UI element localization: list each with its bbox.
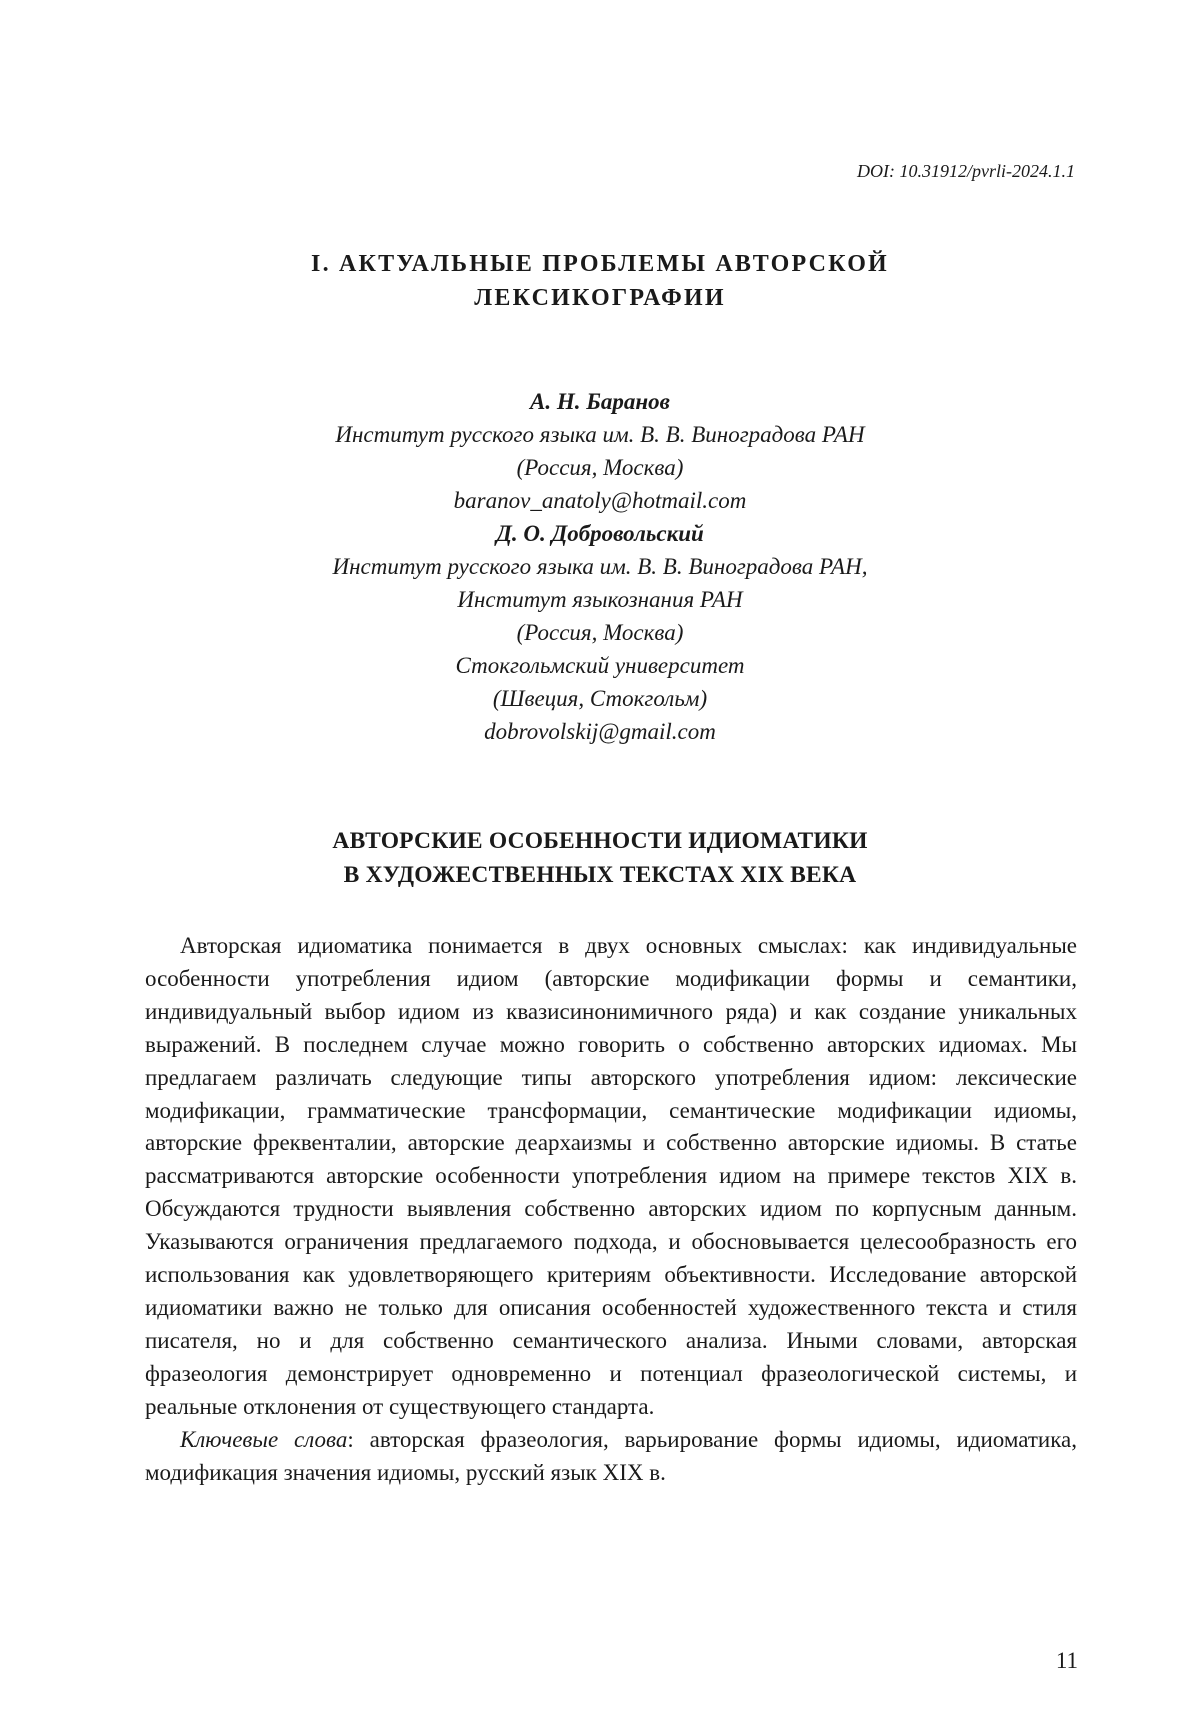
- abstract-section: [145, 930, 1077, 1489]
- author-affiliation: Институт русского языка им. В. В. Виноградова РАН: [335, 422, 865, 447]
- page-number: 11: [1055, 1648, 1078, 1673]
- author-email: baranov_anatoly@hotmail.com: [453, 488, 747, 513]
- keywords-paragraph: [145, 1424, 1077, 1490]
- author-name: Д. О. Добровольский: [496, 521, 704, 546]
- section-title-line-2: ЛЕКСИКОГРАФИИ: [474, 285, 726, 311]
- author-name: А. Н. Баранов: [530, 389, 670, 414]
- author-affiliation: Институт языкознания РАН: [457, 587, 743, 612]
- section-title: [0, 247, 1200, 315]
- author-affiliation: Стокгольмский университет: [455, 653, 745, 678]
- author-location: (Россия, Москва): [516, 620, 684, 645]
- section-title-line-1: I. АКТУАЛЬНЫЕ ПРОБЛЕМЫ АВТОРСКОЙ: [311, 251, 889, 277]
- author-dobrovolskij: [0, 517, 1200, 748]
- article-title-line-1: АВТОРСКИЕ ОСОБЕННОСТИ ИДИОМАТИКИ: [332, 828, 868, 854]
- author-location: (Швеция, Стокгольм): [492, 686, 708, 711]
- article-title: [0, 824, 1200, 892]
- author-email: dobrovolskij@gmail.com: [484, 719, 716, 744]
- keywords-label: Ключевые слова: [180, 1426, 348, 1452]
- abstract-paragraph: Авторская идиоматика понимается в двух основных смыслах: как индивидуальные особенности употребления идиом (авторские модификации формы и семантики, индивидуальный выбор идиом из квазисинонимичного ряда) и как создание уникальных выражений. В последнем случае можно говорить о собственно авторских идиомах. Мы предлагаем различать следующие типы авторского употребления идиом: лексические модификации, грамматические трансформации, семантические модификации идиомы, авторские фреквенталии, авторские деархаизмы и собственно авторские идиомы. В статье рассматриваются авторские особенности употребления идиом на примере текстов XIX в. Обсуждаются трудности выявления собственно авторских идиом по корпусным данным. Указываются ограничения предлагаемого подхода, и обосновывается целесообразность его использования как удовлетворяющего критериям объективности. Исследование авторской идиоматики важно не только для описания особенностей художественного текста и стиля писателя, но и для собственно семантического анализа. Иными словами, авторская фразеология демонстрирует одновременно и потенциал фразеологической системы, и реальные отклонения от существующего стандарта.: [145, 933, 1077, 1419]
- keywords-text: : авторская фразеология, варьирование формы идиомы, идиоматика, модификация значения идиомы, русский язык XIX в.: [145, 1426, 1078, 1485]
- article-title-line-2: В ХУДОЖЕСТВЕННЫХ ТЕКСТАХ XIX ВЕКА: [343, 862, 857, 888]
- author-location: (Россия, Москва): [516, 455, 684, 480]
- authors-block: [0, 385, 1200, 748]
- author-affiliation: Институт русского языка им. В. В. Виноградова РАН,: [332, 554, 868, 579]
- doi-reference: DOI: 10.31912/pvrli-2024.1.1: [857, 161, 1075, 181]
- author-baranov: [0, 385, 1200, 517]
